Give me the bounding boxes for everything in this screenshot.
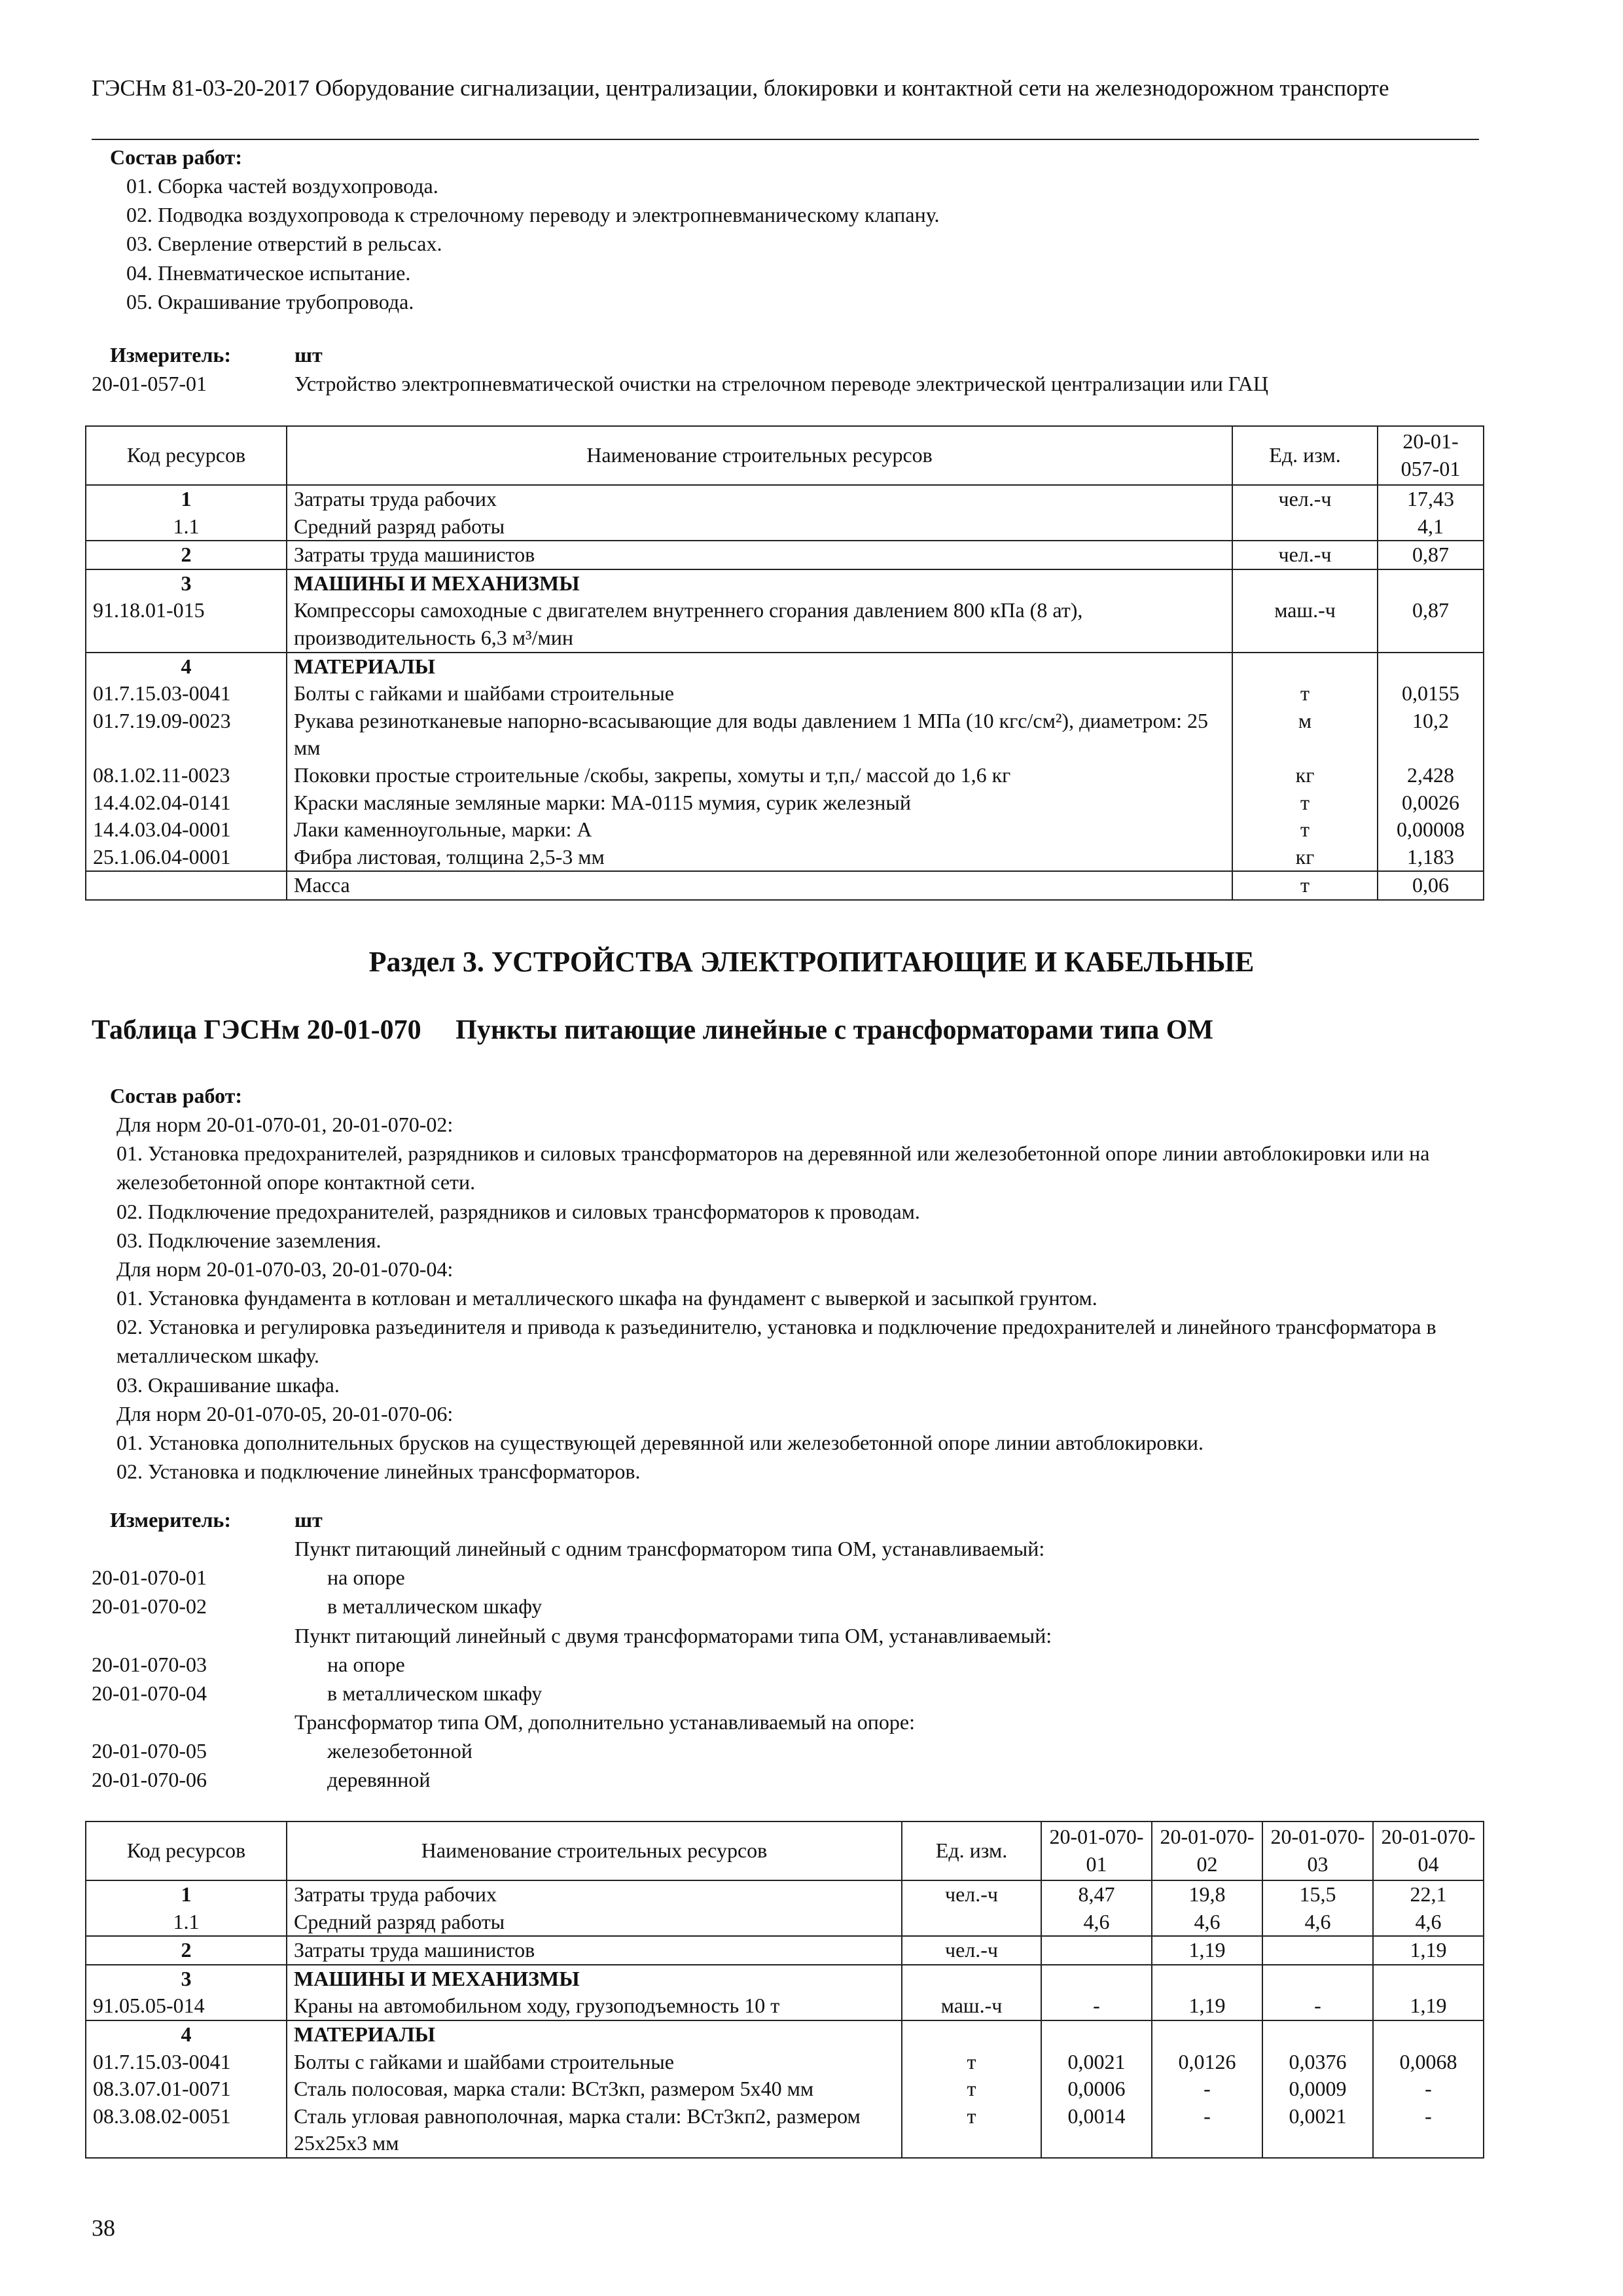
resource-name: Затраты труда рабочих (287, 485, 1232, 513)
work-item: 03. Сверление отверстий в рельсах. (126, 232, 442, 256)
resource-value: 1,19 (1152, 1992, 1262, 2020)
work-item: 01. Установка предохранителей, разрядников и силовых трансформаторов на деревянной или железобетонной опоре линии автоблокировки или на железобетонной опоре контактной сети. (116, 1141, 1430, 1194)
work-item: 02. Установка и регулировка разъединителя и привода к разъединителю, установка и подключение предохранителей и линейного трансформатора в металлическом шкафу. (116, 1315, 1436, 1368)
page-number: 38 (92, 2215, 115, 2241)
norm-code: 20-01-070-05 (92, 1739, 207, 1763)
norm-code: 20-01-057-01 (92, 372, 207, 396)
resource-value: 0,0026 (1378, 789, 1484, 817)
header-unit: Ед. изм. (902, 1821, 1041, 1880)
work-item: 03. Окрашивание шкафа. (116, 1372, 340, 1397)
resource-code: 08.3.07.01-0071 (86, 2075, 287, 2103)
resource-name: Болты с гайками и шайбами строительные (287, 2049, 902, 2076)
resource-value: 4,6 (1152, 1909, 1262, 1937)
resource-name: Поковки простые строительные /скобы, закрепы, хомуты и т,п,/ массой до 1,6 кг (287, 762, 1232, 789)
work-item: 01. Сборка частей воздухопровода. (126, 174, 438, 198)
table-row (86, 680, 1484, 708)
resource-code: 2 (86, 541, 287, 569)
resource-code: 4 (86, 653, 287, 681)
work-item: Для норм 20-01-070-03, 20-01-070-04: (116, 1257, 454, 1281)
table-row (86, 816, 1484, 844)
resource-value (1041, 1965, 1152, 1993)
resource-name: МАТЕРИАЛЫ (287, 2020, 902, 2049)
resource-table-2 (85, 1821, 1484, 2159)
resource-value: - (1373, 2075, 1484, 2103)
resource-value: 0,0021 (1262, 2103, 1373, 2158)
resource-name: Компрессоры самоходные с двигателем внутреннего сгорания давлением 800 кПа (8 ат), производительность 6,3 м³/мин (287, 597, 1232, 652)
norm-row (92, 1650, 1486, 1679)
resource-unit (902, 1965, 1041, 1993)
table-title: Таблица ГЭСНм 20-01-070 Пункты питающие линейные с трансформаторами типа ОМ (92, 1015, 1214, 1045)
resource-name: Затраты труда рабочих (287, 1880, 902, 1909)
resource-value: - (1373, 2103, 1484, 2158)
resource-unit: чел.-ч (1232, 485, 1378, 513)
resource-name: Лаки каменноугольные, марки: А (287, 816, 1232, 844)
resource-value (1378, 653, 1484, 681)
table-row (86, 569, 1484, 598)
resource-value (1262, 1965, 1373, 1993)
norm-description: железобетонной (327, 1739, 473, 1763)
resource-unit: т (1232, 816, 1378, 844)
resource-value: 0,06 (1378, 871, 1484, 900)
table-row (86, 2075, 1484, 2103)
resource-unit: маш.-ч (902, 1992, 1041, 2020)
resource-value (1373, 2020, 1484, 2049)
resource-unit: т (1232, 789, 1378, 817)
norm-list (92, 1534, 1486, 1794)
resource-unit: кг (1232, 762, 1378, 789)
table-row (86, 789, 1484, 817)
meter-block-1 (92, 340, 1486, 398)
norm-row (92, 1534, 1486, 1563)
resource-unit (1232, 513, 1378, 541)
resource-value (1262, 2020, 1373, 2049)
norm-code (92, 1621, 294, 1650)
header-norm-col: 20-01-070-02 (1152, 1821, 1262, 1880)
table-row (86, 844, 1484, 872)
table-row (86, 513, 1484, 541)
header-norm-col: 20-01-057-01 (1378, 426, 1484, 485)
norm-row (92, 1621, 1486, 1650)
resource-code: 14.4.03.04-0001 (86, 816, 287, 844)
resource-value: 4,1 (1378, 513, 1484, 541)
work-item: 02. Установка и подключение линейных трансформаторов. (116, 1460, 641, 1484)
resource-name: Сталь угловая равнополочная, марка стали: ВСт3кп2, размером 25х25х3 мм (287, 2103, 902, 2158)
resource-code: 08.3.08.02-0051 (86, 2103, 287, 2158)
resource-code: 1 (86, 485, 287, 513)
table-row (86, 2049, 1484, 2076)
meter-unit: шт (294, 1508, 323, 1532)
resource-table-1 (85, 425, 1484, 901)
header-code: Код ресурсов (86, 1821, 287, 1880)
work-item: 04. Пневматическое испытание. (126, 260, 411, 285)
resource-value: 0,0068 (1373, 2049, 1484, 2076)
table-row (86, 2020, 1484, 2049)
norm-row (92, 1765, 1486, 1794)
norm-code: 20-01-070-01 (92, 1566, 207, 1590)
work-composition-title: Состав работ: (110, 1084, 243, 1107)
norm-row (92, 1708, 1486, 1736)
resource-value (1152, 2020, 1262, 2049)
table-row (86, 485, 1484, 513)
norm-description: в металлическом шкафу (327, 1681, 543, 1705)
resource-value: 0,0009 (1262, 2075, 1373, 2103)
resource-code: 1.1 (86, 1909, 287, 1937)
resource-value: 0,0006 (1041, 2075, 1152, 2103)
norm-description: на опоре (327, 1566, 405, 1590)
work-item: 05. Окрашивание трубопровода. (126, 289, 414, 314)
meter-label: Измеритель: (110, 343, 231, 367)
resource-value: 0,87 (1378, 597, 1484, 652)
resource-unit: т (902, 2075, 1041, 2103)
table-row (86, 653, 1484, 681)
work-list (92, 1110, 1472, 1486)
resource-value: 10,2 (1378, 708, 1484, 762)
resource-value: - (1152, 2103, 1262, 2158)
table-row (86, 762, 1484, 789)
resource-code: 4 (86, 2020, 287, 2049)
resource-unit: чел.-ч (902, 1880, 1041, 1909)
resource-code: 91.05.05-014 (86, 1992, 287, 2020)
work-composition-2 (92, 1081, 1472, 1486)
norm-description: деревянной (327, 1768, 431, 1792)
resource-value: 1,19 (1373, 1936, 1484, 1965)
table-row (86, 1936, 1484, 1965)
resource-name: Болты с гайками и шайбами строительные (287, 680, 1232, 708)
resource-unit: т (1232, 680, 1378, 708)
resource-unit (1232, 653, 1378, 681)
resource-name: Фибра листовая, толщина 2,5-3 мм (287, 844, 1232, 872)
resource-name: Затраты труда машинистов (287, 541, 1232, 569)
norm-description: Пункт питающий линейный с одним трансформатором типа ОМ, устанавливаемый: (294, 1537, 1045, 1561)
resource-name: МАШИНЫ И МЕХАНИЗМЫ (287, 1965, 902, 1993)
norm-code: 20-01-070-06 (92, 1768, 207, 1792)
table-row (86, 597, 1484, 652)
resource-value: 1,19 (1152, 1936, 1262, 1965)
table-row (86, 1880, 1484, 1909)
header-rule (92, 139, 1479, 140)
resource-value: 22,1 (1373, 1880, 1484, 1909)
header-norm-col: 20-01-070-04 (1373, 1821, 1484, 1880)
resource-name: МАТЕРИАЛЫ (287, 653, 1232, 681)
meter-block-2 (92, 1505, 1486, 1795)
resource-value: 0,0014 (1041, 2103, 1152, 2158)
resource-value: 2,428 (1378, 762, 1484, 789)
work-list (92, 171, 1486, 316)
resource-code: 01.7.19.09-0023 (86, 708, 287, 762)
resource-value (1041, 2020, 1152, 2049)
work-item: 03. Подключение заземления. (116, 1228, 382, 1252)
table-row (86, 541, 1484, 569)
resource-value: - (1041, 1992, 1152, 2020)
meter-label: Измеритель: (110, 1508, 231, 1532)
resource-value: 4,6 (1262, 1909, 1373, 1937)
resource-unit (1232, 569, 1378, 598)
resource-code: 01.7.15.03-0041 (86, 680, 287, 708)
resource-code: 1.1 (86, 513, 287, 541)
header-name: Наименование строительных ресурсов (287, 1821, 902, 1880)
resource-name: Краны на автомобильном ходу, грузоподъемность 10 т (287, 1992, 902, 2020)
table-row (86, 1909, 1484, 1937)
resource-value: 17,43 (1378, 485, 1484, 513)
resource-code: 25.1.06.04-0001 (86, 844, 287, 872)
norm-row (92, 1679, 1486, 1708)
resource-name: Сталь полосовая, марка стали: ВСт3кп, размером 5х40 мм (287, 2075, 902, 2103)
norm-code: 20-01-070-02 (92, 1594, 207, 1619)
resource-value: 0,0126 (1152, 2049, 1262, 2076)
resource-value: 0,87 (1378, 541, 1484, 569)
resource-value: 0,0376 (1262, 2049, 1373, 2076)
work-item: 02. Подводка воздухопровода к стрелочному переводу и электропневманическому клапану. (126, 203, 940, 227)
resource-name: МАШИНЫ И МЕХАНИЗМЫ (287, 569, 1232, 598)
resource-code: 3 (86, 569, 287, 598)
resource-name: Рукава резинотканевые напорно-всасывающие для воды давлением 1 МПа (10 кгс/см²), диаметром: 25 мм (287, 708, 1232, 762)
norm-row (92, 1563, 1486, 1592)
norm-code: 20-01-070-04 (92, 1681, 207, 1705)
table-row (86, 1992, 1484, 2020)
resource-name: Средний разряд работы (287, 1909, 902, 1937)
resource-unit: т (902, 2049, 1041, 2076)
resource-unit: маш.-ч (1232, 597, 1378, 652)
resource-value (1378, 569, 1484, 598)
resource-value: 19,8 (1152, 1880, 1262, 1909)
resource-code: 1 (86, 1880, 287, 1909)
resource-value: 4,6 (1041, 1909, 1152, 1937)
work-composition-title: Состав работ: (110, 145, 243, 169)
resource-unit: чел.-ч (902, 1936, 1041, 1965)
norm-description: Трансформатор типа ОМ, дополнительно устанавливаемый на опоре: (294, 1710, 915, 1734)
resource-value: 0,0155 (1378, 680, 1484, 708)
resource-value (1262, 1936, 1373, 1965)
resource-unit (902, 1909, 1041, 1937)
resource-value: 8,47 (1041, 1880, 1152, 1909)
resource-name: Средний разряд работы (287, 513, 1232, 541)
table-row (86, 1965, 1484, 1993)
resource-name: Затраты труда машинистов (287, 1936, 902, 1965)
norm-code: 20-01-070-03 (92, 1652, 207, 1676)
work-item: 01. Установка дополнительных брусков на существующей деревянной или железобетонной опоре линии автоблокировки. (116, 1430, 1204, 1454)
norm-code (92, 1708, 294, 1736)
resource-value: - (1262, 1992, 1373, 2020)
resource-value (1041, 1936, 1152, 1965)
work-item: Для норм 20-01-070-01, 20-01-070-02: (116, 1113, 454, 1137)
norm-description: на опоре (327, 1652, 405, 1676)
norm-row (92, 1592, 1486, 1621)
work-composition-1 (92, 143, 1486, 316)
running-header: ГЭСНм 81-03-20-2017 Оборудование сигнализации, централизации, блокировки и контактной сети на железнодорожном транспорте (92, 75, 1389, 101)
header-name: Наименование строительных ресурсов (287, 426, 1232, 485)
resource-value: 0,0021 (1041, 2049, 1152, 2076)
resource-unit: т (902, 2103, 1041, 2158)
resource-code (86, 871, 287, 900)
resource-value (1152, 1965, 1262, 1993)
norm-row (92, 1736, 1486, 1765)
norm-description: в металлическом шкафу (327, 1594, 543, 1619)
resource-value: 4,6 (1373, 1909, 1484, 1937)
norm-description: Пункт питающий линейный с двумя трансформаторами типа ОМ, устанавливаемый: (294, 1623, 1052, 1647)
resource-name: Краски масляные земляные марки: МА-0115 мумия, сурик железный (287, 789, 1232, 817)
resource-unit (902, 2020, 1041, 2049)
work-item: 01. Установка фундамента в котлован и металлического шкафа на фундамент с выверкой и засыпкой грунтом. (116, 1286, 1097, 1310)
work-item: 02. Подключение предохранителей, разрядников и силовых трансформаторов к проводам. (116, 1199, 920, 1223)
resource-value: 1,183 (1378, 844, 1484, 872)
table-row (86, 871, 1484, 900)
work-item: Для норм 20-01-070-05, 20-01-070-06: (116, 1401, 454, 1426)
meter-unit: шт (294, 343, 323, 367)
norm-code (92, 1534, 294, 1563)
header-unit: Ед. изм. (1232, 426, 1378, 485)
resource-code: 2 (86, 1936, 287, 1965)
resource-name: Масса (287, 871, 1232, 900)
resource-value: 1,19 (1373, 1992, 1484, 2020)
resource-code: 08.1.02.11-0023 (86, 762, 287, 789)
resource-value (1373, 1965, 1484, 1993)
resource-value: - (1152, 2075, 1262, 2103)
resource-value: 0,00008 (1378, 816, 1484, 844)
resource-unit: чел.-ч (1232, 541, 1378, 569)
resource-unit: кг (1232, 844, 1378, 872)
resource-code: 01.7.15.03-0041 (86, 2049, 287, 2076)
table-row (86, 2103, 1484, 2158)
section-title: Раздел 3. УСТРОЙСТВА ЭЛЕКТРОПИТАЮЩИЕ И КАБЕЛЬНЫЕ (368, 946, 1255, 978)
resource-unit: м (1232, 708, 1378, 762)
header-norm-col: 20-01-070-01 (1041, 1821, 1152, 1880)
header-norm-col: 20-01-070-03 (1262, 1821, 1373, 1880)
resource-code: 3 (86, 1965, 287, 1993)
table-row (86, 708, 1484, 762)
resource-value: 15,5 (1262, 1880, 1373, 1909)
resource-code: 14.4.02.04-0141 (86, 789, 287, 817)
header-code: Код ресурсов (86, 426, 287, 485)
norm-description: Устройство электропневматической очистки на стрелочном переводе электрической централизации или ГАЦ (294, 372, 1269, 396)
resource-unit: т (1232, 871, 1378, 900)
resource-code: 91.18.01-015 (86, 597, 287, 652)
